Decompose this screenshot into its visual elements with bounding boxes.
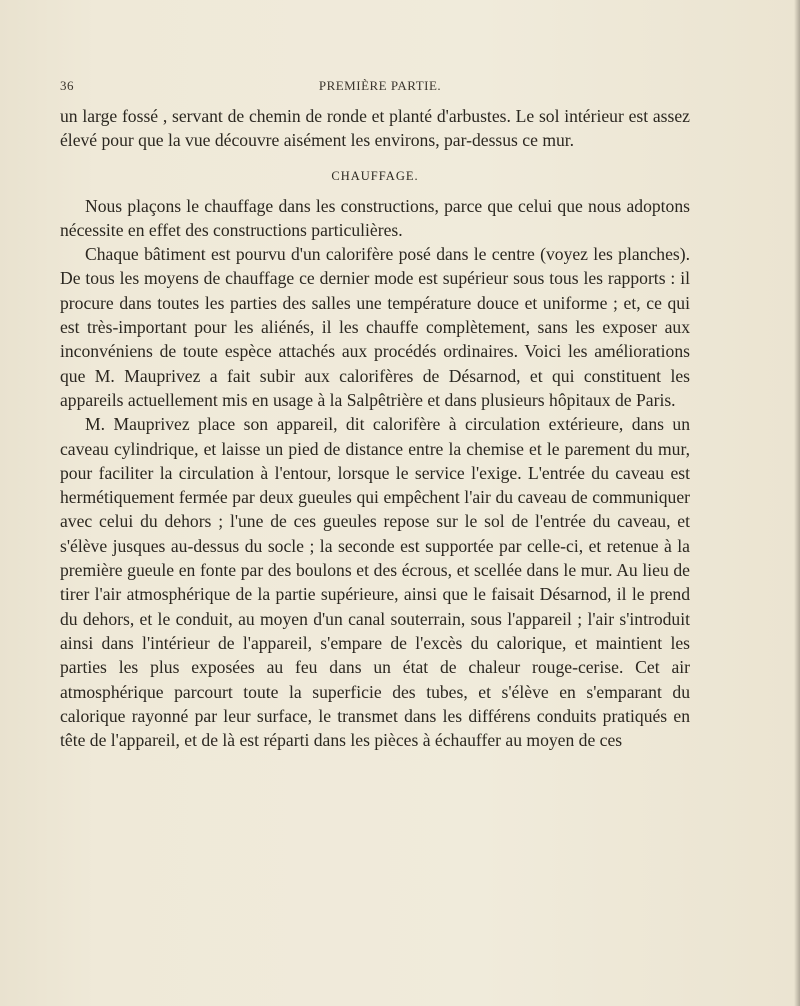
running-head: PREMIÈRE PARTIE. (318, 78, 442, 93)
paragraph-2: Chaque bâtiment est pourvu d'un calorifère posé dans le centre (voyez les planches). De tous les moyens de chauffage ce dernier mode est supérieur sous tous les rapports : il procure dans toutes les parties des salles une température douce et uniforme ; et, ce qui est très-important pour les aliénés, il les chauffe complètement, sans les exposer aux inconvéniens de toute espèce attachés aux procédés ordinaires. Voici les améliorations que M. Mauprivez a fait subir aux calorifères de Désarnod, et qui constituent les appareils actuellement mis en usage à la Salpêtrière et dans plusieurs hôpitaux de Paris. (60, 244, 690, 410)
opening-paragraph: un large fossé , servant de chemin de ronde et planté d'arbustes. Le sol intérieur est assez élevé pour que la vue découvre aisément les environs, par-dessus ce mur. (60, 106, 690, 151)
paragraph-3: M. Mauprivez place son appareil, dit calorifère à circulation extérieure, dans un caveau cylindrique, et laisse un pied de distance entre la chemise et le parement du mur, pour faciliter la circulation à l'entour, lorsque le service l'exige. L'entrée du caveau est hermétiquement fermée par deux gueules qui empêchent l'air du caveau de communiquer avec celui du dehors ; l'une de ces gueules repose sur le sol de l'entrée du caveau, et s'élève jusques au-dessus du socle ; la seconde est supportée par celle-ci, et retenue à la première gueule en fonte par des boulons et des écrous, et scellée dans le mur. Au lieu de tirer l'air atmosphérique de la partie supérieure, ainsi que le faisait Désarnod, il le prend du dehors, et le conduit, au moyen d'un canal souterrain, sous l'appareil ; l'air s'introduit ainsi dans l'intérieur de l'appareil, s'empare de l'excès du calorique, et maintient les parties les plus exposées au feu dans un état de chaleur rouge-cerise. Cet air atmosphérique parcourt toute la superficie des tubes, et s'élève en s'emparant du calorique rayonné par leur surface, le transmet dans les différens conduits pratiqués en tête de l'appareil, et de là est réparti dans les pièces à échauffer au moyen de ces (60, 414, 690, 751)
body-text (60, 104, 690, 752)
page-number: 36 (60, 78, 74, 93)
paragraph-1: Nous plaçons le chauffage dans les constructions, parce que celui que nous adoptons nécessite en effet des constructions particulières. (60, 195, 690, 240)
page-header (60, 78, 700, 98)
section-heading: CHAUFFAGE. (331, 168, 419, 183)
page-edge-shadow (794, 0, 800, 1006)
